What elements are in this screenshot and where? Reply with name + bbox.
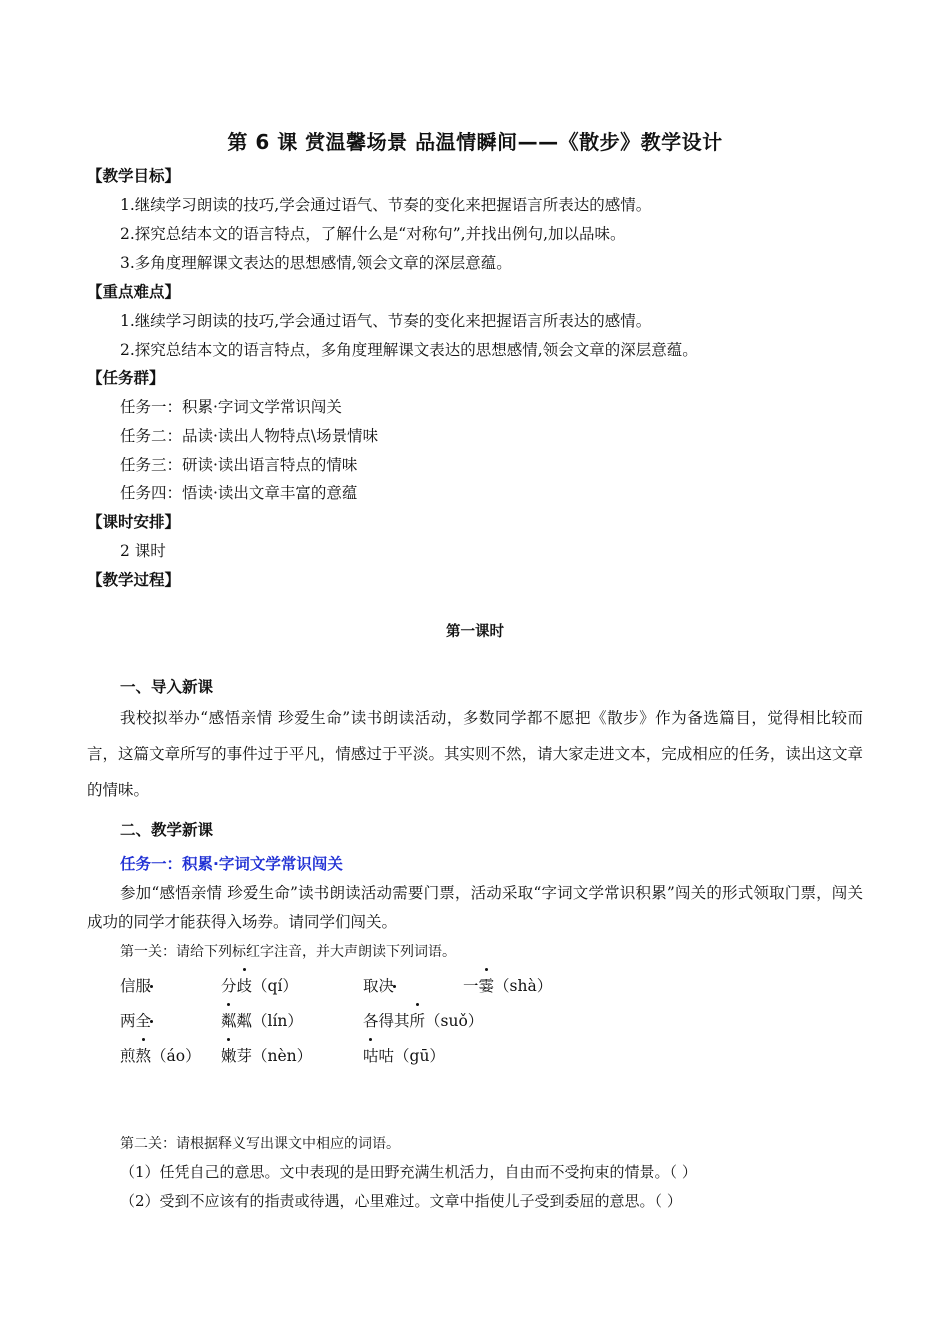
document-title: 第 6 课 赏温馨场景 品温情瞬间——《散步》教学设计 (227, 130, 723, 154)
vocab-word: 粼粼（lín） (221, 1009, 303, 1031)
tasks-heading: 【任务群】 (87, 369, 165, 387)
task-one-paragraph: 参加“感悟亲情 珍爱生命”读书朗读活动需要门票，活动采取“字词文学常识积累”闯关的形式领取门票，闯关成功的同学才能获得入场券。请同学们闯关。 (87, 884, 863, 931)
vocab-word: 各得其所（suǒ） (363, 1009, 483, 1031)
task-item: 任务四：悟读·读出文章丰富的意蕴 (120, 484, 358, 502)
vocab-word: 取决 (363, 977, 395, 995)
lesson-title: 第一课时 (446, 624, 504, 640)
objective-item: 2.探究总结本文的语言特点，了解什么是“对称句”,并找出例句,加以品味。 (120, 225, 626, 243)
schedule-value: 2 课时 (120, 542, 166, 560)
objective-item: 3.多角度理解课文表达的思想感情,领会文章的深层意蕴。 (120, 254, 512, 272)
task-item: 任务三：研读·读出语言特点的情味 (120, 456, 358, 474)
key-point-item: 2.探究总结本文的语言特点，多角度理解课文表达的思想感情,领会文章的深层意蕴。 (120, 341, 698, 359)
level2-item: （2）受到不应该有的指责或待遇，心里难过。文章中指使儿子受到委屈的意思。（ ） (120, 1192, 682, 1210)
vocab-word: 煎熬（áo） (120, 1044, 201, 1066)
vocab-word: 两全 (120, 1012, 152, 1030)
part1-heading: 一、导入新课 (120, 678, 214, 696)
task-item: 任务一：积累·字词文学常识闯关 (120, 398, 342, 416)
level2-item: （1）任凭自己的意思。文中表现的是田野充满生机活力，自由而不受拘束的情景。（ ） (120, 1163, 697, 1181)
vocab-word: 嫩芽（nèn） (221, 1044, 312, 1066)
process-heading: 【教学过程】 (87, 571, 181, 589)
objectives-heading: 【教学目标】 (87, 167, 181, 185)
intro-paragraph: 我校拟举办“感悟亲情 珍爱生命”读书朗读活动，多数同学都不愿把《散步》作为备选篇目，觉得相比较而言，这篇文章所写的事件过于平凡，情感过于平淡。其实则不然，请大家走进文本，完成相应的任务，读出这文章的情味。 (87, 709, 863, 799)
vocab-word: 一霎（shà） (463, 974, 552, 996)
vocab-word: 咕咕（gū） (363, 1044, 445, 1066)
key-points-heading: 【重点难点】 (87, 283, 181, 301)
schedule-heading: 【课时安排】 (87, 513, 181, 531)
vocab-word: 信服 (120, 977, 152, 995)
vocab-word: 分歧（qí） (221, 974, 298, 996)
part2-heading: 二、教学新课 (120, 821, 214, 839)
level1-instruction: 第一关：请给下列标红字注音，并大声朗读下列词语。 (120, 944, 456, 960)
key-point-item: 1.继续学习朗读的技巧,学会通过语气、节奏的变化来把握语言所表达的感情。 (120, 312, 652, 330)
task-item: 任务二：品读·读出人物特点\场景情味 (120, 427, 379, 445)
task-one-title: 任务一：积累·字词文学常识闯关 (120, 855, 343, 873)
level2-instruction: 第二关：请根据释义写出课文中相应的词语。 (120, 1136, 400, 1152)
objective-item: 1.继续学习朗读的技巧,学会通过语气、节奏的变化来把握语言所表达的感情。 (120, 196, 652, 214)
